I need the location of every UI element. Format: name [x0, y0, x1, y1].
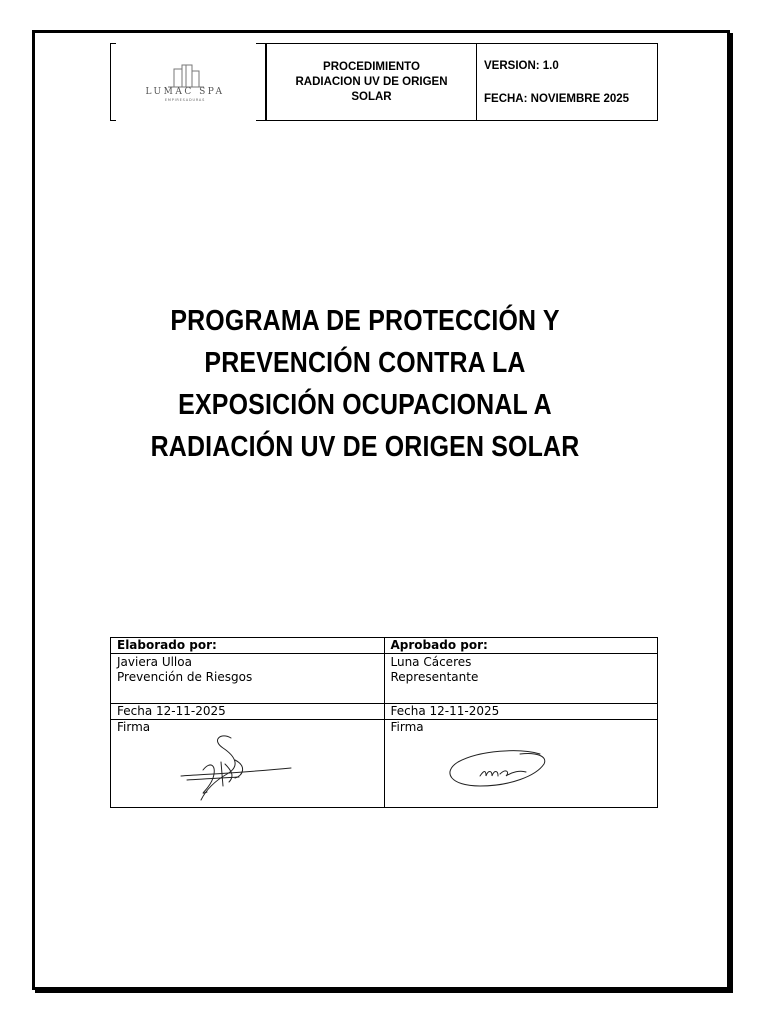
main-title-line: PROGRAMA DE PROTECCIÓN Y [170, 305, 560, 337]
aprobado-header: Aprobado por: [384, 638, 658, 654]
main-title-line: EXPOSICIÓN OCUPACIONAL A [178, 389, 552, 421]
company-logo [130, 57, 240, 107]
approval-table [110, 637, 658, 808]
page-border [32, 30, 730, 990]
elaborado-role: Prevención de Riesgos [117, 670, 253, 684]
elaborado-person [111, 654, 385, 704]
elaborado-firma-label: Firma [117, 720, 151, 734]
document-header [110, 43, 658, 121]
svg-text:EMPIRESADURAS: EMPIRESADURAS [164, 98, 206, 102]
meta-cell [476, 43, 658, 121]
procedure-title-line: RADIACION UV DE ORIGEN [295, 75, 448, 88]
main-title-line: PREVENCIÓN CONTRA LA [204, 347, 526, 379]
approval-signature-row [111, 720, 658, 808]
signature-javiera-icon [151, 730, 301, 806]
aprobado-date: Fecha 12-11-2025 [384, 704, 658, 720]
procedure-title [266, 43, 477, 121]
aprobado-signature-cell [384, 720, 658, 808]
procedure-title-line: PROCEDIMIENTO [323, 60, 420, 73]
approval-header-row [111, 638, 658, 654]
logo-cell [110, 43, 266, 121]
elaborado-date: Fecha 12-11-2025 [111, 704, 385, 720]
date-label: FECHA: NOVIEMBRE 2025 [484, 93, 630, 105]
aprobado-role: Representante [390, 670, 479, 684]
svg-text:LUMAC SPA: LUMAC SPA [145, 87, 225, 97]
signature-luna-icon [440, 744, 560, 800]
version-label: VERSION: 1.0 [484, 60, 559, 72]
elaborado-signature-cell [111, 720, 385, 808]
elaborado-name: Javiera Ulloa [117, 655, 192, 669]
approval-dates-row [111, 704, 658, 720]
aprobado-name: Luna Cáceres [390, 655, 472, 669]
approval-names-row [111, 654, 658, 704]
main-title [146, 300, 585, 468]
procedure-title-line: SOLAR [351, 90, 392, 103]
aprobado-person [384, 654, 658, 704]
elaborado-header: Elaborado por: [111, 638, 385, 654]
aprobado-firma-label: Firma [390, 720, 424, 734]
main-title-line: RADIACIÓN UV DE ORIGEN SOLAR [150, 431, 580, 463]
